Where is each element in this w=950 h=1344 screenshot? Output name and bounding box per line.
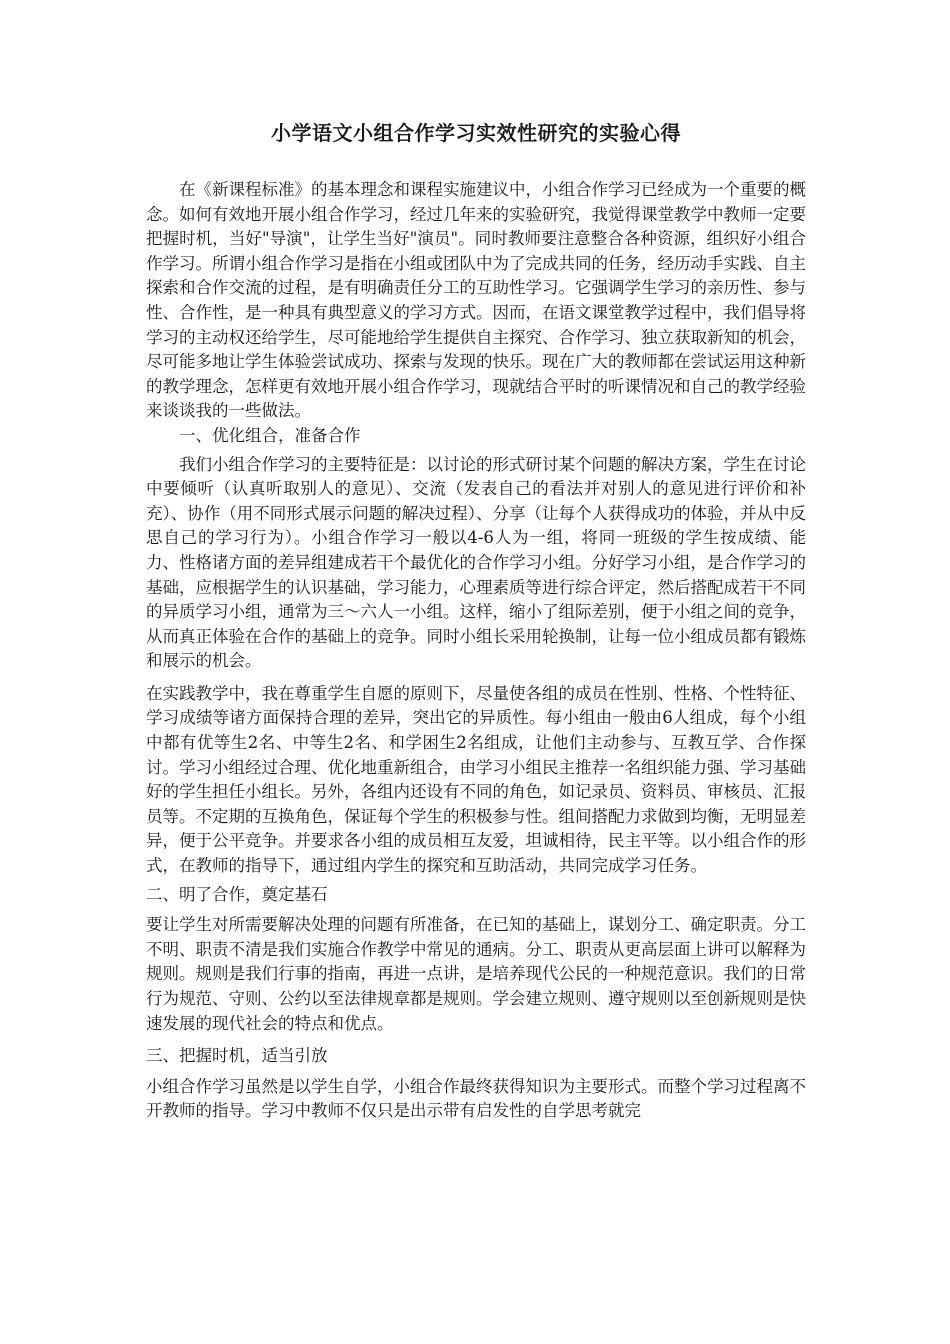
section-heading-3: 三、把握时机，适当引放	[146, 1046, 328, 1066]
document-page	[146, 118, 806, 1124]
intro-paragraph: 在《新课程标准》的基本理念和课程实施建议中，小组合作学习已经成为一个重要的概念。如何有效地开展小组合作学习，经过几年来的实验研究，我觉得课堂教学中教师一定要把握时机，当好"导演"，让学生当好"演员"。同时教师要注意整合各种资源，组织好小组合作学习。所谓小组合作学习是指在小组或团队中为了完成共同的任务，经历动手实践、自主探索和合作交流的过程，是有明确责任分工的互助性学习。它强调学生学习的亲历性、参与性、合作性，是一种具有典型意义的学习方式。因而，在语文课堂教学过程中，我们倡导将学习的主动权还给学生，尽可能地给学生提供自主探究、合作学习、独立获取新知的机会，尽可能多地让学生体验尝试成功、探索与发现的快乐。现在广大的教师都在尝试运用这种新的教学理念，怎样更有效地开展小组合作学习，现就结合平时的听课情况和自己的教学经验来谈谈我的一些做法。	[146, 180, 806, 421]
section-heading-1: 一、优化组合，准备合作	[179, 425, 361, 445]
body-paragraph: 我们小组合作学习的主要特征是：以讨论的形式研讨某个问题的解决方案，学生在讨论中要倾听（认真听取别人的意见）、交流（发表自己的看法并对别人的意见进行评价和补充）、协作（用不同形式展示问题的解决过程）、分享（让每个人获得成功的体验，并从中反思自己的学习行为）。小组合作学习一般以4-6人为一组，将同一班级的学生按成绩、能力、性格诸方面的差异组建成若干个最优化的合作学习小组。分好学习小组，是合作学习的基础，应根据学生的认识基础，学习能力，心理素质等进行综合评定，然后搭配成若干不同的异质学习小组，通常为三～六人一小组。这样，缩小了组际差别，便于小组之间的竞争，从而真正体验在合作的基础上的竞争。同时小组长采用轮换制，让每一位小组成员都有锻炼和展示的机会。	[146, 454, 806, 671]
body-paragraph: 在实践教学中，我在尊重学生自愿的原则下，尽量使各组的成员在性别、性格、个性特征、学习成绩等诸方面保持合理的差异，突出它的异质性。每小组由一般由6人组成，每个小组中都有优等生2名、中等生2名、和学困生2名组成，让他们主动参与、互教互学、合作探讨。学习小组经过合理、优化地重新组合，由学习小组民主推荐一名组织能力强、学习基础好的学生担任小组长。另外，各组内还设有不同的角色，如记录员、资料员、审核员、汇报员等。不定期的互换角色，保证每个学生的积极参与性。组间搭配力求做到均衡，无明显差异，便于公平竞争。并要求各小组的成员相互友爱，坦诚相待，民主平等。以小组合作的形式，在教师的指导下，通过组内学生的探究和互助活动，共同完成学习任务。	[146, 683, 806, 876]
body-paragraph: 要让学生对所需要解决处理的问题有所准备，在已知的基础上，谋划分工、确定职责。分工不明、职责不清是我们实施合作教学中常见的通病。分工、职责从更高层面上讲可以解释为规则。规则是我们行事的指南，再进一点讲，是培养现代公民的一种规范意识。我们的日常行为规范、守则、公约以至法律规章都是规则。学会建立规则、遵守规则以至创新规则是快速发展的现代社会的特点和优点。	[146, 915, 806, 1033]
section-heading-2: 二、明了合作，奠定基石	[146, 884, 328, 904]
body-paragraph: 小组合作学习虽然是以学生自学，小组合作最终获得知识为主要形式。而整个学习过程离不开教师的指导。学习中教师不仅只是出示带有启发性的自学思考就完	[146, 1076, 806, 1121]
document-title: 小学语文小组合作学习实效性研究的实验心得	[271, 121, 681, 145]
